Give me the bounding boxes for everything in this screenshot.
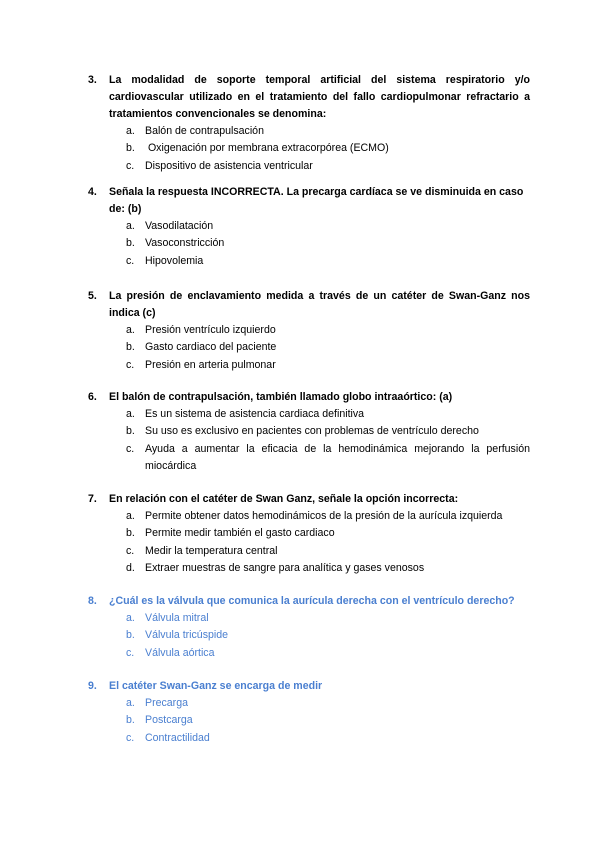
option-a [88, 123, 530, 140]
question-6 [88, 389, 530, 475]
option-text: Válvula aórtica [145, 646, 215, 659]
option-list [88, 218, 530, 270]
option-b [88, 339, 530, 356]
option-text: Su uso es exclusivo en pacientes con problemas de ventrículo derecho [145, 425, 479, 438]
option-a [88, 322, 530, 339]
option-a [88, 406, 530, 423]
option-text: Permite obtener datos hemodinámicos de la presión de la aurícula izquierda [145, 510, 503, 522]
option-c [88, 158, 530, 175]
option-list [88, 406, 530, 475]
option-c [88, 645, 530, 662]
question-header [88, 389, 530, 406]
question-number: 8. [88, 595, 97, 607]
option-letter: b. [126, 237, 135, 250]
question-8 [88, 593, 530, 662]
option-letter: a. [126, 510, 135, 522]
question-number: 5. [88, 290, 97, 302]
option-a [88, 218, 530, 235]
option-text: Precarga [145, 697, 188, 709]
option-text: Gasto cardiaco del paciente [145, 341, 277, 354]
option-a [88, 695, 530, 712]
option-text: Hipovolemia [145, 254, 204, 267]
question-text: El balón de contrapulsación, también llamado globo intraaórtico: (a) [109, 391, 453, 403]
option-text: Contractilidad [145, 731, 210, 744]
option-list [88, 123, 530, 175]
option-text: Válvula tricúspide [145, 629, 229, 642]
question-number: 3. [88, 74, 97, 86]
option-letter: c. [126, 254, 135, 267]
option-letter: b. [126, 425, 135, 438]
option-letter: c. [126, 358, 135, 371]
option-letter: b. [126, 341, 135, 354]
question-text: La modalidad de soporte temporal artificial del sistema respiratorio y/o cardiovascular utilizado en el tratamiento del fallo cardiopulmonar refractario a tratamientos convencionales se denomina: [109, 74, 530, 120]
option-c [88, 357, 530, 374]
option-text: Dispositivo de asistencia ventricular [145, 159, 313, 172]
option-list [88, 508, 530, 577]
option-text: Extraer muestras de sangre para analítica y gases venosos [145, 561, 425, 574]
question-header [88, 491, 530, 508]
question-header [88, 184, 530, 218]
option-letter: c. [126, 646, 135, 659]
option-d [88, 560, 530, 577]
option-letter: d. [126, 561, 135, 574]
option-letter: b. [126, 629, 135, 642]
option-letter: c. [126, 159, 135, 172]
question-header [88, 678, 530, 695]
question-text: En relación con el catéter de Swan Ganz, señale la opción incorrecta: [109, 493, 459, 505]
option-b [88, 712, 530, 729]
option-b [88, 525, 530, 542]
option-c [88, 730, 530, 747]
option-text: Presión en arteria pulmonar [145, 358, 276, 371]
question-text: El catéter Swan-Ganz se encarga de medir [109, 680, 323, 692]
question-text: La presión de enclavamiento medida a través de un catéter de Swan-Ganz nos indica (c) [109, 290, 530, 319]
option-text: Válvula mitral [145, 612, 209, 624]
option-text: Vasoconstricción [145, 237, 225, 250]
question-header [88, 72, 530, 123]
option-c [88, 543, 530, 560]
option-b [88, 235, 530, 252]
question-number: 7. [88, 493, 97, 505]
question-text: ¿Cuál es la válvula que comunica la aurícula derecha con el ventrículo derecho? [109, 595, 515, 607]
option-text: Balón de contrapulsación [145, 125, 264, 137]
question-header [88, 593, 530, 610]
option-a [88, 508, 530, 525]
option-letter: b. [126, 142, 135, 155]
option-text: Medir la temperatura central [145, 544, 278, 557]
option-text: Presión ventrículo izquierdo [145, 324, 276, 336]
option-list [88, 695, 530, 747]
option-letter: a. [126, 612, 135, 624]
option-letter: c. [126, 442, 135, 455]
question-7 [88, 491, 530, 577]
option-letter: a. [126, 408, 135, 420]
option-b [88, 423, 530, 440]
question-9 [88, 678, 530, 747]
option-text: Ayuda a aumentar la eficacia de la hemodinámica mejorando la perfusión miocárdica [145, 442, 530, 472]
option-a [88, 610, 530, 627]
option-c [88, 253, 530, 270]
question-5 [88, 288, 530, 374]
question-4 [88, 184, 530, 270]
option-text: Oxigenación por membrana extracorpórea (ECMO) [145, 142, 389, 155]
question-number: 6. [88, 391, 97, 403]
question-3 [88, 72, 530, 175]
option-text: Es un sistema de asistencia cardiaca definitiva [145, 408, 365, 420]
option-letter: a. [126, 220, 135, 232]
option-letter: a. [126, 324, 135, 336]
question-number: 4. [88, 186, 97, 198]
option-letter: c. [126, 731, 135, 744]
question-text: Señala la respuesta INCORRECTA. La precarga cardíaca se ve disminuida en caso de: (b) [109, 186, 524, 215]
option-text: Postcarga [145, 714, 193, 727]
option-list [88, 322, 530, 374]
question-number: 9. [88, 680, 97, 692]
option-letter: a. [126, 125, 135, 137]
option-b [88, 627, 530, 644]
option-letter: b. [126, 527, 135, 540]
option-letter: b. [126, 714, 135, 727]
option-text: Vasodilatación [145, 220, 214, 232]
option-list [88, 610, 530, 662]
option-text: Permite medir también el gasto cardiaco [145, 527, 335, 540]
question-header [88, 288, 530, 322]
option-letter: c. [126, 544, 135, 557]
option-letter: a. [126, 697, 135, 709]
option-b [88, 140, 530, 157]
option-c [88, 441, 530, 476]
